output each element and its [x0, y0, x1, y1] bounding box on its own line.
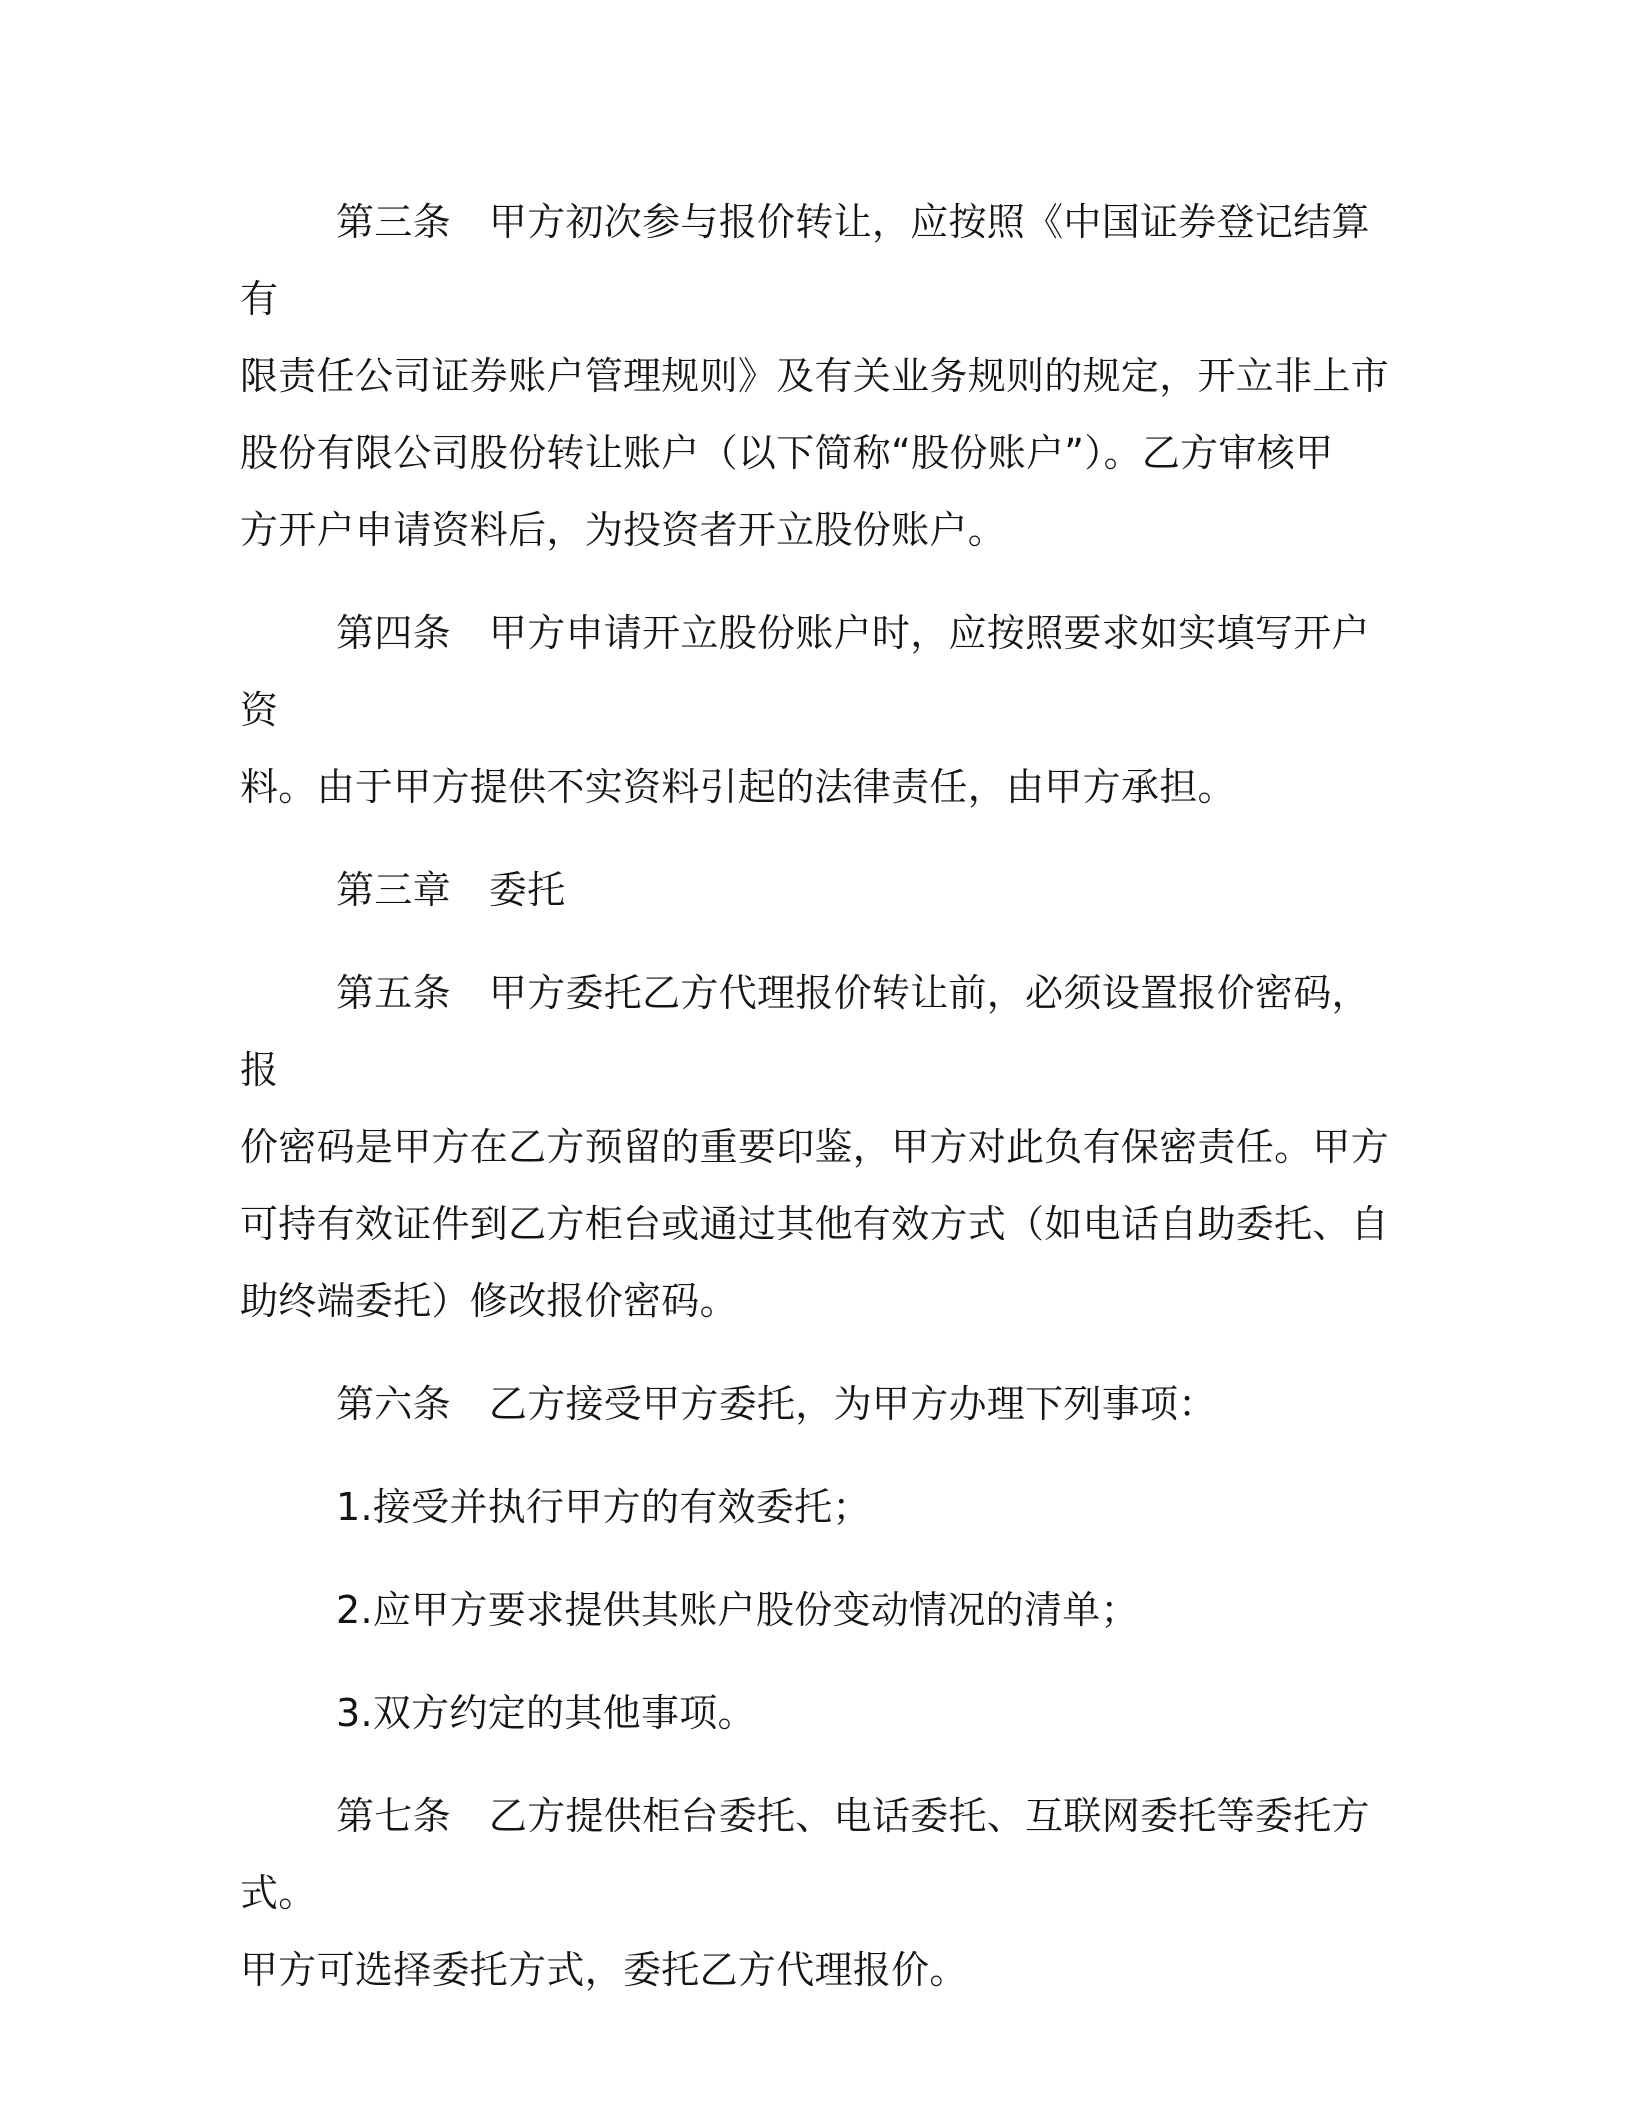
article-6-item-3: 3.双方约定的其他事项。 — [336, 1691, 756, 1735]
article-3-line-2: 限责任公司证券账户管理规则》及有关业务规则的规定，开立非上市 — [240, 354, 1390, 398]
article-6-label: 第六条 — [336, 1382, 451, 1426]
article-7-line-2: 甲方可选择委托方式，委托乙方代理报价。 — [240, 1948, 968, 1992]
article-5-line-3: 可持有效证件到乙方柜台或通过其他有效方式（如电话自助委托、自 — [240, 1202, 1390, 1246]
article-3-text-1: 甲方初次参与报价转让，应按照《中国证券登记结算有 — [240, 200, 1370, 321]
article-6-text: 乙方接受甲方委托，为甲方办理下列事项： — [488, 1382, 1217, 1426]
chapter-3-title: 委托 — [488, 868, 566, 912]
article-3-line-4: 方开户申请资料后，为投资者开立股份账户。 — [240, 508, 1007, 552]
article-3-label: 第三条 — [336, 200, 451, 244]
article-7-text-1: 乙方提供柜台委托、电话委托、互联网委托等委托方式。 — [240, 1794, 1370, 1915]
article-5-text-1: 甲方委托乙方代理报价转让前，必须设置报价密码，报 — [240, 971, 1370, 1092]
article-5 — [240, 955, 1400, 1340]
article-5-line-4: 助终端委托）修改报价密码。 — [240, 1279, 738, 1323]
article-7 — [240, 1778, 1400, 2009]
article-4 — [240, 595, 1400, 826]
article-3-line-3: 股份有限公司股份转让账户（以下简称“股份账户”）。乙方审核甲 — [240, 431, 1334, 475]
article-7-label: 第七条 — [336, 1794, 451, 1838]
article-6-item-1: 1.接受并执行甲方的有效委托； — [336, 1485, 871, 1529]
document-body — [240, 184, 1400, 2035]
article-5-line-2: 价密码是甲方在乙方预留的重要印鉴，甲方对此负有保密责任。甲方 — [240, 1125, 1390, 1169]
article-4-label: 第四条 — [336, 611, 451, 655]
article-7-line-1 — [240, 1778, 1400, 1932]
article-6 — [240, 1366, 1400, 1443]
chapter-3-heading — [240, 852, 1400, 929]
article-4-line-2: 料。由于甲方提供不实资料引起的法律责任，由甲方承担。 — [240, 765, 1236, 809]
article-6-item-2: 2.应甲方要求提供其账户股份变动情况的清单； — [336, 1588, 1139, 1632]
article-5-line-1 — [240, 955, 1400, 1109]
chapter-3-label: 第三章 — [336, 868, 451, 912]
article-5-label: 第五条 — [336, 971, 451, 1015]
article-3-line-1 — [240, 184, 1400, 338]
article-4-line-1 — [240, 595, 1400, 749]
article-4-text-1: 甲方申请开立股份账户时，应按照要求如实填写开户资 — [240, 611, 1370, 732]
article-3 — [240, 184, 1400, 569]
